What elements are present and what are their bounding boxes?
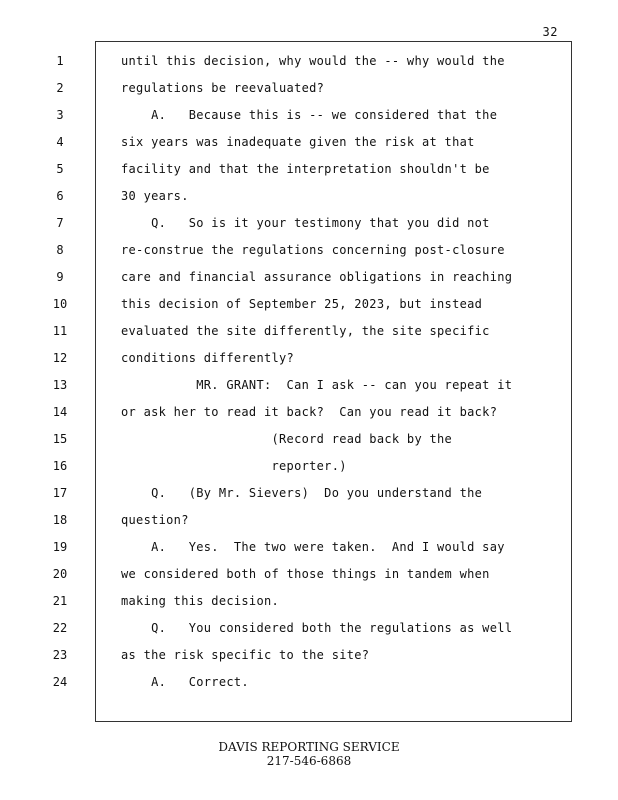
line-number: 4 (56, 135, 64, 149)
line-number: 10 (52, 297, 68, 311)
line-number: 14 (52, 405, 68, 419)
footer (0, 740, 618, 768)
line-number: 18 (52, 513, 68, 527)
line-number: 6 (56, 189, 64, 203)
transcript-line: Q. You considered both the regulations as well (121, 621, 513, 635)
line-number: 1 (56, 54, 64, 68)
transcript-line: we considered both of those things in tandem when (121, 567, 490, 581)
transcript-line: MR. GRANT: Can I ask -- can you repeat it (121, 378, 513, 392)
line-number-column (40, 52, 80, 700)
transcript-line: this decision of September 25, 2023, but instead (121, 297, 483, 311)
transcript-line: (Record read back by the (121, 432, 453, 446)
reporting-service-name: DAVIS REPORTING SERVICE (218, 740, 400, 754)
line-number: 13 (52, 378, 68, 392)
line-number: 9 (56, 270, 64, 284)
transcript-line: conditions differently? (121, 351, 295, 365)
transcript-line: Q. So is it your testimony that you did not (121, 216, 490, 230)
reporting-service-phone: 217-546-6868 (266, 754, 352, 768)
transcript-line: question? (121, 513, 189, 527)
line-number: 5 (56, 162, 64, 176)
line-number: 19 (52, 540, 68, 554)
page-number: 32 (542, 25, 558, 39)
transcript-line: A. Because this is -- we considered that the (121, 108, 498, 122)
line-number: 15 (52, 432, 68, 446)
transcript-line: or ask her to read it back? Can you read it back? (121, 405, 498, 419)
line-number: 3 (56, 108, 64, 122)
line-number: 21 (52, 594, 68, 608)
transcript-line: 30 years. (121, 189, 189, 203)
transcript-line: A. Yes. The two were taken. And I would say (121, 540, 505, 554)
transcript-body (121, 52, 566, 700)
line-number: 16 (52, 459, 68, 473)
transcript-line: regulations be reevaluated? (121, 81, 325, 95)
transcript-line: Q. (By Mr. Sievers) Do you understand the (121, 486, 483, 500)
line-number: 23 (52, 648, 68, 662)
transcript-line: as the risk specific to the site? (121, 648, 370, 662)
transcript-line: care and financial assurance obligations in reaching (121, 270, 513, 284)
line-number: 17 (52, 486, 68, 500)
line-number: 8 (56, 243, 64, 257)
line-number: 22 (52, 621, 68, 635)
line-number: 2 (56, 81, 64, 95)
transcript-line: six years was inadequate given the risk at that (121, 135, 475, 149)
transcript-line: re-construe the regulations concerning post-closure (121, 243, 505, 257)
transcript-line: facility and that the interpretation shouldn't be (121, 162, 490, 176)
line-number: 24 (52, 675, 68, 689)
line-number: 12 (52, 351, 68, 365)
transcript-line: making this decision. (121, 594, 280, 608)
transcript-line: reporter.) (121, 459, 347, 473)
line-number: 20 (52, 567, 68, 581)
line-number: 11 (52, 324, 68, 338)
line-number: 7 (56, 216, 64, 230)
transcript-line: A. Correct. (121, 675, 249, 689)
transcript-line: evaluated the site differently, the site specific (121, 324, 490, 338)
transcript-line: until this decision, why would the -- why would the (121, 54, 505, 68)
